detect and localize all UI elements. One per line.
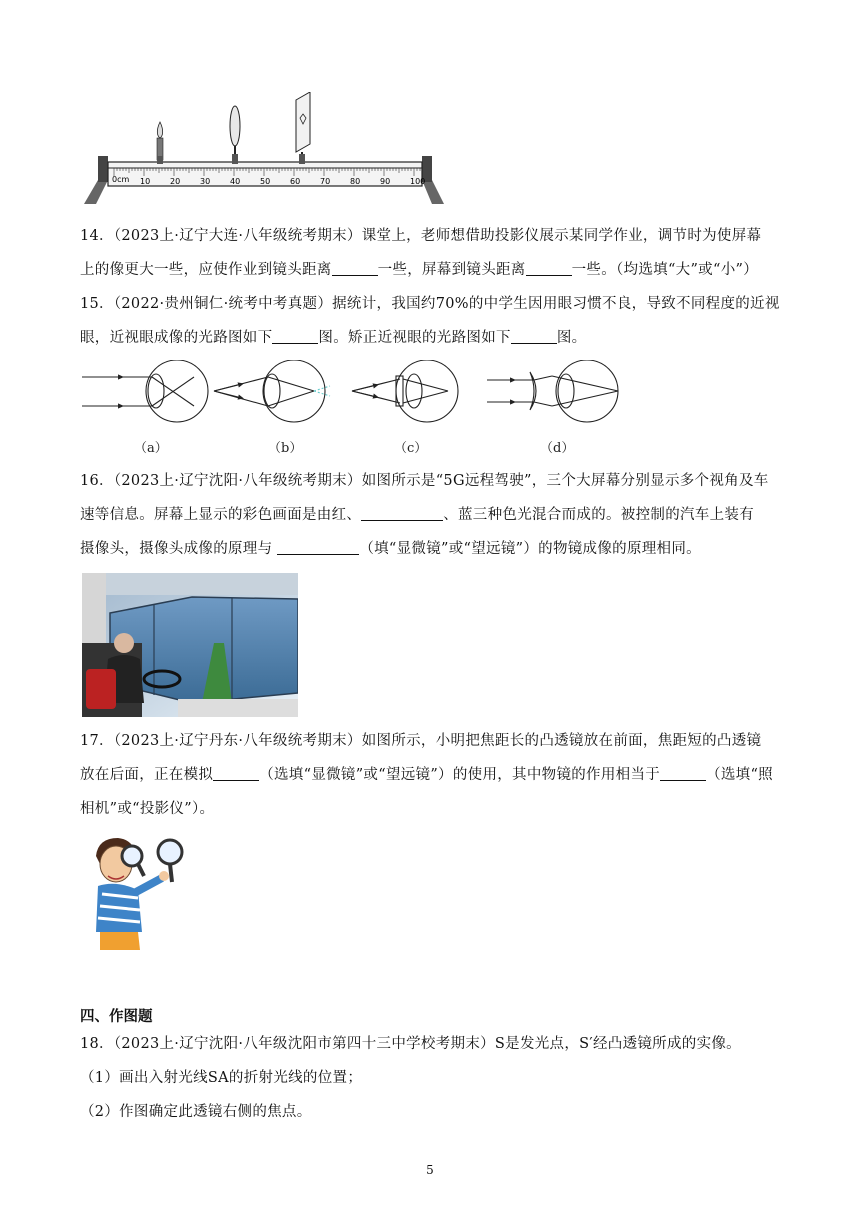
answer-blank[interactable]: [213, 764, 259, 781]
ruler-tick-label: 100: [410, 177, 426, 186]
ruler-tick-label: 40: [230, 177, 241, 186]
q16-line-2: [80, 498, 785, 532]
q17-line-2: [80, 758, 785, 792]
figure-label-c: （c）: [394, 441, 428, 456]
ruler-tick-label: 60: [290, 177, 301, 186]
q16-text-d: （填“显微镜”或“望远镜”）的物镜成像的原理相同。: [359, 541, 701, 557]
ruler-tick-label: 50: [260, 177, 271, 186]
q16-line-1: 16．（2023上·辽宁沈阳·八年级统考期末）如图所示是“5G远程驾驶”，三个大屏幕分别显示多个视角及车: [80, 473, 769, 489]
answer-blank[interactable]: [361, 504, 443, 521]
ruler-tick-label: 70: [320, 177, 331, 186]
ruler-tick-label: 20: [170, 177, 181, 186]
ruler-tick-label: 90: [380, 177, 391, 186]
figure-label-d: （d）: [540, 441, 575, 456]
question-16: [80, 464, 785, 566]
q17-text-a: 放在后面，正在模拟: [80, 767, 214, 783]
boy-with-lenses-illustration: [88, 832, 188, 954]
answer-blank[interactable]: [272, 327, 318, 344]
eye-ray-diagrams: [82, 360, 622, 460]
q14-line-1: 14．（2023上·辽宁大连·八年级统考期末）课堂上，老师想借助投影仪展示某同学作业，调节时为使屏幕: [80, 228, 762, 244]
ruler-unit-label: 0cm: [112, 175, 130, 184]
section-title: 四、作图题: [80, 1009, 153, 1025]
q16-text-c: 摄像头，摄像头成像的原理与: [80, 541, 278, 557]
q18-line-1: 18．（2023上·辽宁沈阳·八年级沈阳市第四十三中学校考期末）S是发光点，S′经凸透镜所成的实像。: [80, 1036, 741, 1052]
q15-line-1: 15．（2022·贵州铜仁·统考中考真题）据统计，我国约70%的中学生因用眼习惯不良，导致不同程度的近视: [80, 296, 780, 312]
answer-blank[interactable]: [526, 259, 572, 276]
q15-text-c: 图。: [556, 330, 587, 346]
q17-line-1: 17．（2023上·辽宁丹东·八年级统考期末）如图所示，小明把焦距长的凸透镜放在前面，焦距短的凸透镜: [80, 733, 762, 749]
remote-driving-photo: [82, 573, 298, 717]
q17-text-b: （选填“显微镜”或“望远镜”）的使用，其中物镜的作用相当于: [259, 767, 661, 783]
q17-text-c: （选填“照: [706, 767, 773, 783]
q14-text-c: 一些。（均选填“大”或“小”）: [571, 262, 759, 278]
q14-line-2: [80, 253, 785, 287]
q17-line-3: 相机”或“投影仪”）。: [80, 801, 215, 817]
answer-blank[interactable]: [277, 538, 359, 555]
question-17: [80, 724, 785, 826]
question-14: [80, 219, 785, 287]
ruler-tick-label: 10: [140, 177, 151, 186]
figure-label-a: （a）: [134, 441, 168, 456]
q16-line-3: [80, 532, 785, 566]
q15-text-a: 眼，近视眼成像的光路图如下: [80, 330, 273, 346]
figure-label-b: （b）: [268, 441, 303, 456]
q14-text-a: 上的像更大一些，应使作业到镜头距离: [80, 262, 332, 278]
ruler-tick-label: 30: [200, 177, 211, 186]
q18-line-2: （1）画出入射光线SA的折射光线的位置；: [80, 1070, 363, 1086]
q16-text-a: 速等信息。屏幕上显示的彩色画面是由红、: [80, 507, 362, 523]
optical-bench-figure: [84, 92, 444, 210]
question-15: [80, 287, 785, 355]
q16-text-b: 、蓝三种色光混合而成的。被控制的汽车上装有: [443, 507, 755, 523]
page-number: 5: [426, 1163, 434, 1177]
q14-text-b: 一些，屏幕到镜头距离: [377, 262, 526, 278]
q15-text-b: 图。矫正近视眼的光路图如下: [318, 330, 511, 346]
answer-blank[interactable]: [660, 764, 706, 781]
q18-line-3: （2）作图确定此透镜右侧的焦点。: [80, 1104, 312, 1120]
ruler-tick-label: 80: [350, 177, 361, 186]
answer-blank[interactable]: [511, 327, 557, 344]
answer-blank[interactable]: [332, 259, 378, 276]
question-18: [80, 1027, 785, 1129]
q15-line-2: [80, 321, 785, 355]
